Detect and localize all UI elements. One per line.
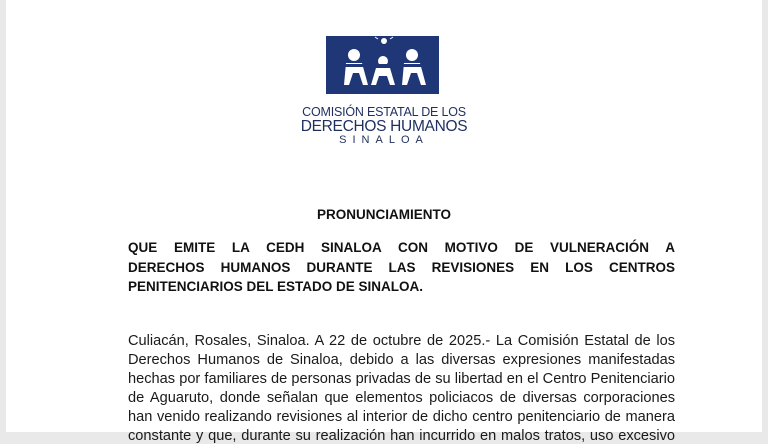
subtitle-line: PENITENCIARIOS DEL ESTADO DE SINALOA. — [128, 279, 424, 294]
subtitle-line: QUE EMITE LA CEDH SINALOA CON MOTIVO DE VULNERACIÓN A — [128, 240, 675, 255]
body-line: Culiacán, Rosales, Sinaloa. A 22 de octubre de 2025.- La Comisión Estatal de los — [128, 333, 675, 349]
body-line: constante y que, durante su realización han incurrido en malos tratos, uso excesivo — [128, 428, 675, 444]
org-name-line3: SINALOA — [339, 134, 429, 146]
body-line: Derechos Humanos de Sinaloa, debido a las diversas expresiones manifestadas — [128, 352, 675, 368]
body-line: de Aguaruto, donde señalan que elementos policiacos de diversas corporaciones — [128, 390, 675, 406]
org-name-line2: DERECHOS HUMANOS — [300, 118, 468, 135]
org-name-line1: COMISIÓN ESTATAL DE LOS — [302, 105, 466, 119]
children-figures-icon — [326, 36, 439, 94]
cedh-logo — [326, 36, 439, 94]
document-title: PRONUNCIAMIENTO — [316, 207, 451, 222]
body-line: han venido realizando revisiones al interior de dicho centro penitenciario de manera — [128, 409, 675, 425]
body-line: hechas por familiares de personas privadas de su libertad en el Centro Penitenciario — [128, 371, 675, 387]
document-page — [6, 0, 762, 444]
subtitle-line: DERECHOS HUMANOS DURANTE LAS REVISIONES EN LOS CENTROS — [128, 260, 675, 275]
